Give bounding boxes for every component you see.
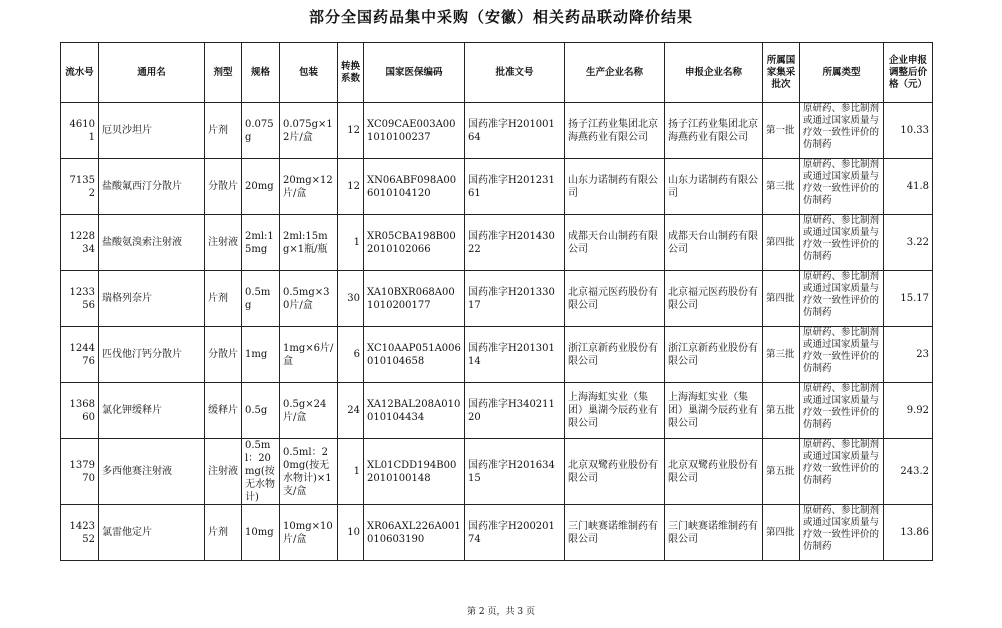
cell-conversion: 1	[338, 439, 364, 505]
cell-price: 15.17	[884, 271, 933, 327]
cell-category: 原研药、参比制剂或通过国家质量与疗效一致性评价的仿制药	[800, 439, 884, 505]
cell-spec: 0.5g	[242, 383, 280, 439]
table-header-row	[61, 43, 933, 103]
header-spec: 规格	[242, 43, 280, 103]
cell-generic-name: 氯化钾缓释片	[99, 383, 205, 439]
cell-generic-name: 氯雷他定片	[99, 505, 205, 561]
table-row	[61, 271, 933, 327]
cell-batch: 第三批	[763, 327, 800, 383]
cell-price: 41.8	[884, 159, 933, 215]
cell-insurance-code: XL01CDD194B002010100148	[364, 439, 465, 505]
header-package: 包装	[280, 43, 338, 103]
cell-generic-name: 盐酸氟西汀分散片	[99, 159, 205, 215]
cell-price: 10.33	[884, 103, 933, 159]
cell-approval-number: 国药准字H20123161	[465, 159, 565, 215]
header-batch: 所属国家集采批次	[763, 43, 800, 103]
cell-batch: 第五批	[763, 383, 800, 439]
cell-serial: 136860	[61, 383, 99, 439]
cell-manufacturer: 北京双鹭药业股份有限公司	[565, 439, 665, 505]
cell-manufacturer: 上海海虹实业（集团）巢湖今辰药业有限公司	[565, 383, 665, 439]
cell-batch: 第一批	[763, 103, 800, 159]
cell-applicant: 上海海虹实业（集团）巢湖今辰药业有限公司	[665, 383, 763, 439]
cell-price: 3.22	[884, 215, 933, 271]
cell-category: 原研药、参比制剂或通过国家质量与疗效一致性评价的仿制药	[800, 103, 884, 159]
cell-conversion: 10	[338, 505, 364, 561]
table-row	[61, 215, 933, 271]
cell-conversion: 12	[338, 159, 364, 215]
cell-category: 原研药、参比制剂或通过国家质量与疗效一致性评价的仿制药	[800, 215, 884, 271]
cell-approval-number: 国药准字H20100164	[465, 103, 565, 159]
cell-manufacturer: 成都天台山制药有限公司	[565, 215, 665, 271]
cell-serial: 122834	[61, 215, 99, 271]
cell-package: 1mg×6片/盒	[280, 327, 338, 383]
cell-conversion: 1	[338, 215, 364, 271]
cell-conversion: 12	[338, 103, 364, 159]
cell-package: 10mg×10片/盒	[280, 505, 338, 561]
cell-serial: 123356	[61, 271, 99, 327]
cell-dosage-form: 片剂	[205, 103, 242, 159]
cell-generic-name: 多西他赛注射液	[99, 439, 205, 505]
cell-serial: 71352	[61, 159, 99, 215]
cell-applicant: 三门峡赛诺维制药有限公司	[665, 505, 763, 561]
cell-serial: 142352	[61, 505, 99, 561]
cell-serial: 137970	[61, 439, 99, 505]
header-category: 所属类型	[800, 43, 884, 103]
cell-dosage-form: 缓释片	[205, 383, 242, 439]
page-footer: 第 2 页，共 3 页	[467, 607, 535, 617]
cell-category: 原研药、参比制剂或通过国家质量与疗效一致性评价的仿制药	[800, 505, 884, 561]
cell-applicant: 浙江京新药业股份有限公司	[665, 327, 763, 383]
cell-batch: 第四批	[763, 215, 800, 271]
cell-price: 9.92	[884, 383, 933, 439]
cell-dosage-form: 注射液	[205, 215, 242, 271]
cell-category: 原研药、参比制剂或通过国家质量与疗效一致性评价的仿制药	[800, 159, 884, 215]
cell-dosage-form: 片剂	[205, 505, 242, 561]
cell-manufacturer: 浙江京新药业股份有限公司	[565, 327, 665, 383]
table-row	[61, 103, 933, 159]
cell-package: 20mg×12片/盒	[280, 159, 338, 215]
page-title: 部分全国药品集中采购（安徽）相关药品联动降价结果	[308, 8, 693, 26]
cell-package: 0.5ml：20mg(按无水物计)×1支/盒	[280, 439, 338, 505]
header-serial: 流水号	[61, 43, 99, 103]
cell-approval-number: 国药准字H20020174	[465, 505, 565, 561]
cell-spec: 10mg	[242, 505, 280, 561]
cell-applicant: 山东力诺制药有限公司	[665, 159, 763, 215]
cell-dosage-form: 片剂	[205, 271, 242, 327]
table-row	[61, 159, 933, 215]
cell-applicant: 北京双鹭药业股份有限公司	[665, 439, 763, 505]
cell-applicant: 北京福元医药股份有限公司	[665, 271, 763, 327]
cell-applicant: 扬子江药业集团北京海燕药业有限公司	[665, 103, 763, 159]
header-generic-name: 通用名	[99, 43, 205, 103]
cell-insurance-code: XR05CBA198B002010102066	[364, 215, 465, 271]
cell-generic-name: 瑞格列奈片	[99, 271, 205, 327]
cell-price: 243.2	[884, 439, 933, 505]
header-insurance-code: 国家医保编码	[364, 43, 465, 103]
cell-approval-number: 国药准字H20143022	[465, 215, 565, 271]
table-row	[61, 327, 933, 383]
cell-package: 0.5g×24片/盒	[280, 383, 338, 439]
header-applicant: 申报企业名称	[665, 43, 763, 103]
cell-insurance-code: XC10AAP051A006010104658	[364, 327, 465, 383]
table-row	[61, 383, 933, 439]
cell-approval-number: 国药准字H20133017	[465, 271, 565, 327]
cell-batch: 第三批	[763, 159, 800, 215]
cell-spec: 1mg	[242, 327, 280, 383]
cell-generic-name: 盐酸氨溴索注射液	[99, 215, 205, 271]
cell-category: 原研药、参比制剂或通过国家质量与疗效一致性评价的仿制药	[800, 271, 884, 327]
cell-manufacturer: 山东力诺制药有限公司	[565, 159, 665, 215]
table-row	[61, 439, 933, 505]
cell-spec: 20mg	[242, 159, 280, 215]
cell-applicant: 成都天台山制药有限公司	[665, 215, 763, 271]
cell-batch: 第四批	[763, 505, 800, 561]
cell-category: 原研药、参比制剂或通过国家质量与疗效一致性评价的仿制药	[800, 383, 884, 439]
cell-manufacturer: 北京福元医药股份有限公司	[565, 271, 665, 327]
header-conversion: 转换系数	[338, 43, 364, 103]
cell-dosage-form: 注射液	[205, 439, 242, 505]
cell-category: 原研药、参比制剂或通过国家质量与疗效一致性评价的仿制药	[800, 327, 884, 383]
header-approval-number: 批准文号	[465, 43, 565, 103]
cell-approval-number: 国药准字H20130114	[465, 327, 565, 383]
cell-generic-name: 匹伐他汀钙分散片	[99, 327, 205, 383]
cell-approval-number: 国药准字H20163415	[465, 439, 565, 505]
cell-spec: 0.075g	[242, 103, 280, 159]
cell-price: 13.86	[884, 505, 933, 561]
cell-package: 2ml:15mg×1瓶/瓶	[280, 215, 338, 271]
cell-serial: 46101	[61, 103, 99, 159]
cell-manufacturer: 三门峡赛诺维制药有限公司	[565, 505, 665, 561]
cell-insurance-code: XC09CAE003A001010100237	[364, 103, 465, 159]
cell-batch: 第五批	[763, 439, 800, 505]
cell-package: 0.5mg×30片/盒	[280, 271, 338, 327]
cell-approval-number: 国药准字H34021120	[465, 383, 565, 439]
header-price: 企业申报调整后价格（元）	[884, 43, 933, 103]
cell-conversion: 6	[338, 327, 364, 383]
cell-generic-name: 厄贝沙坦片	[99, 103, 205, 159]
cell-conversion: 24	[338, 383, 364, 439]
cell-serial: 124476	[61, 327, 99, 383]
cell-spec: 0.5ml：20mg(按无水物计)	[242, 439, 280, 505]
header-dosage-form: 剂型	[205, 43, 242, 103]
cell-price: 23	[884, 327, 933, 383]
cell-insurance-code: XA10BXR068A001010200177	[364, 271, 465, 327]
cell-manufacturer: 扬子江药业集团北京海燕药业有限公司	[565, 103, 665, 159]
cell-spec: 0.5mg	[242, 271, 280, 327]
cell-batch: 第四批	[763, 271, 800, 327]
cell-spec: 2ml:15mg	[242, 215, 280, 271]
cell-insurance-code: XN06ABF098A006010104120	[364, 159, 465, 215]
cell-dosage-form: 分散片	[205, 327, 242, 383]
cell-package: 0.075g×12片/盒	[280, 103, 338, 159]
price-table	[60, 42, 933, 561]
cell-conversion: 30	[338, 271, 364, 327]
cell-insurance-code: XA12BAL208A010010104434	[364, 383, 465, 439]
table-row	[61, 505, 933, 561]
header-manufacturer: 生产企业名称	[565, 43, 665, 103]
cell-dosage-form: 分散片	[205, 159, 242, 215]
cell-insurance-code: XR06AXL226A001010603190	[364, 505, 465, 561]
